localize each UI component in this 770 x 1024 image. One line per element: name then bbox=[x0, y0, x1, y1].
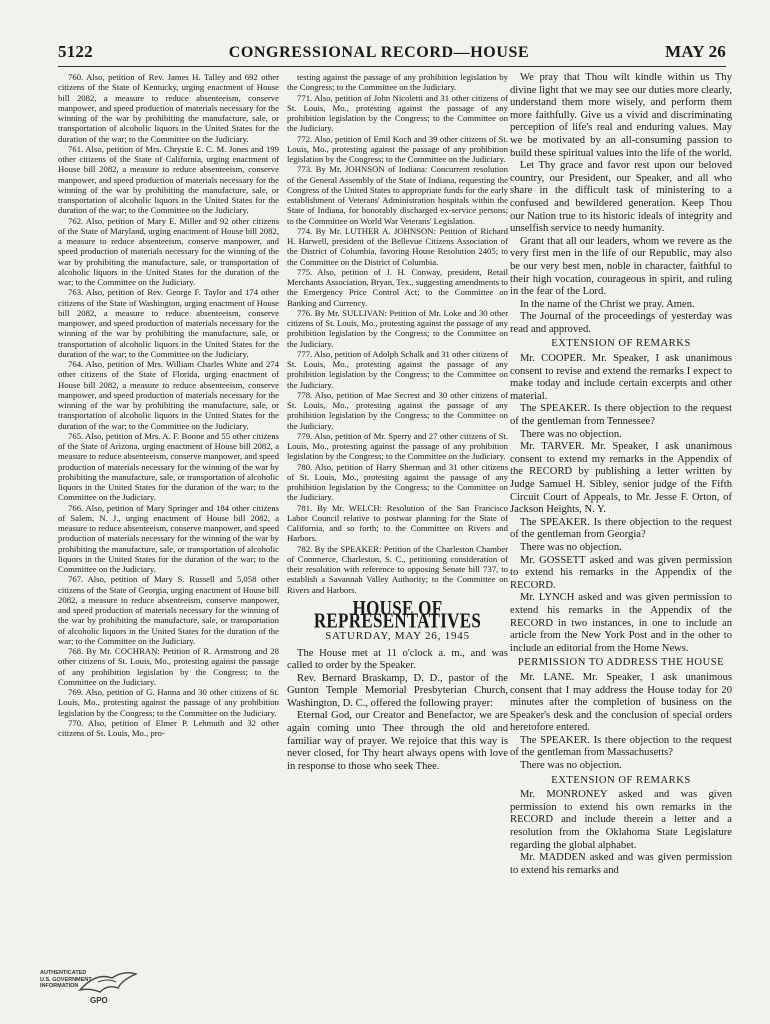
paragraph: 774. By Mr. LUTHER A. JOHNSON: Petition of Richard H. Harwell, president of the Bellevue Citizens Association of the District of Columbia, favoring House Resolution 2405; to the Committee on the District of Columbia. bbox=[287, 225, 508, 267]
paragraph: 782. By the SPEAKER: Petition of the Charleston Chamber of Commerce, Charleston, S. C., petitioning consideration of their resolution with reference to opposing Senate bill 737, to establish a Savannah Valley Authority; to the Committee on Rivers and Harbors. bbox=[287, 543, 508, 595]
logo-caption-line: U.S. GOVERNMENT bbox=[40, 976, 92, 983]
paragraph: Grant that all our leaders, whom we revere as the very first men in the life of our Republic, may also be our very best men, noble in character, faithful to their high vocation, courageous in spirit, and ruling in the fear of the Lord. bbox=[510, 235, 732, 298]
paragraph: 764. Also, petition of Mrs. William Charles White and 274 other citizens of the State of Florida, urging enactment of House bill 2082, a measure to reduce absenteeism, conserve manpower, and speed production of materials necessary for the winning of the war by prohibiting the manufacture, sale, or transportation of alcoholic liquors in the United States for the duration of the war; to the Committee on the Judiciary. bbox=[58, 359, 279, 431]
paragraph: Rev. Bernard Braskamp, D. D., pastor of the Gunton Temple Memorial Presbyterian Church, Washington, D. C., offered the following prayer: bbox=[287, 672, 508, 709]
header-rule bbox=[58, 66, 726, 67]
paragraph: There was no objection. bbox=[520, 760, 622, 772]
page-header bbox=[58, 42, 726, 64]
eagle-icon bbox=[78, 968, 138, 998]
proceedings-text bbox=[510, 72, 732, 877]
paragraph: 779. Also, petition of Mr. Sperry and 27 other citizens of St. Louis, Mo., protesting against the passage of any prohibition legislation by the Congress; to the Committee on the Judiciary. bbox=[287, 430, 508, 462]
paragraph: 781. By Mr. WELCH: Resolution of the San Francisco Labor Council relative to postwar planning for the State of California, and so forth; to the Committee on Rivers and Harbors. bbox=[287, 502, 508, 544]
paragraph: Mr. MADDEN asked and was given permission to extend his remarks and bbox=[510, 852, 732, 876]
paragraph: 777. Also, petition of Adolph Schalk and 31 other citizens of St. Louis, Mo., protesting against the passage of any prohibition legislation by the Congress; to the Committee on the Judiciary. bbox=[287, 348, 508, 390]
paragraph: 763. Also, petition of Rev. George F. Taylor and 174 other citizens of the State of Washington, urging enactment of House bill 2082, a measure to reduce absenteeism, conserve manpower, and speed production of materials necessary for the winning of the war by prohibiting the manufacture, sale, or transportation of alcoholic liquors in the United States for the duration of the war; to the Committee on the Judiciary. bbox=[58, 287, 279, 359]
column-middle bbox=[287, 72, 508, 1007]
paragraph: Mr. LANE. Mr. Speaker, I ask unanimous consent that I may address the House today for 20 minutes after the completion of business on the Speaker's desk and the conclusion of special orders heretofore entered. bbox=[510, 671, 732, 734]
paragraph: 760. Also, petition of Rev. James H. Talley and 692 other citizens of the State of Kentucky, urging enactment of House bill 2082, a measure to reduce absenteeism, conserve manpower, and speed production of materials necessary for the winning of the war by prohibiting the manufacture, sale, or transportation of alcoholic liquors in the United States for the duration of the war; to the Committee on the Judiciary. bbox=[58, 72, 279, 144]
paragraph: 769. Also, petition of G. Hanna and 30 other citizens of St. Louis, Mo., protesting against the passage of any prohibition legislation by the Congress; to the Committee on the Judiciary. bbox=[58, 687, 279, 718]
paragraph: 778. Also, petition of Mae Secrest and 30 other citizens of St. Louis, Mo., protesting against the passage of any prohibition legislation by the Congress; to the Committee on the Judiciary. bbox=[287, 389, 508, 431]
paragraph: 771. Also, petition of John Nicoletti and 31 other citizens of St. Louis, Mo., protesting against the passage of any prohibition legislation by the Congress; to the Committee on the Judiciary. bbox=[287, 92, 508, 134]
paragraph: 775. Also, petition of J. H. Conway, president, Retail Merchants Association, Bryan, Tex., suggesting amendments to the Emergency Price Control Act; to the Committee on Banking and Currency. bbox=[287, 266, 508, 308]
paragraph: The SPEAKER. Is there objection to the request of the gentleman from Georgia? bbox=[510, 516, 732, 541]
paragraph: There was no objection. bbox=[520, 541, 622, 553]
paragraph: Mr. COOPER. Mr. Speaker, I ask unanimous consent to revise and extend the remarks I expect to make today and include certain excerpts and other material. bbox=[510, 353, 732, 402]
opening-proceedings bbox=[287, 648, 508, 774]
column-right bbox=[510, 72, 732, 1007]
paragraph: 776. By Mr. SULLIVAN: Petition of Mr. Loke and 30 other citizens of St. Louis, Mo., protesting against the passage of any prohibition legislation by the Congress; to the Committee on the Judiciary. bbox=[287, 307, 508, 349]
paragraph: Let Thy grace and favor rest upon our beloved country, our President, our Speaker, and all who share in the difficult task of ministering to a confused and bewildered generation. Keep Thou our Nation true to its historic ideals of integrity and unselfish service to needy humanity. bbox=[510, 160, 732, 235]
logo-caption-line: INFORMATION bbox=[40, 983, 79, 989]
session-date: SATURDAY, MAY 26, 1945 bbox=[325, 630, 470, 643]
paragraph: Eternal God, our Creator and Benefactor, we are again coming unto Thee through the old and familiar way of prayer. We rejoice that this way is never closed, for Thy heart always opens with love in response to those who seek Thee. bbox=[287, 710, 508, 772]
paragraph: We pray that Thou wilt kindle within us Thy divine light that we may see our duties more clearly, understand them more wisely, and perform them more faithfully. Give us a vivid and discriminating perception of life's real and enduring values. May we be motivated by an all-consuming passion to build these spiritual values into the life of the world. bbox=[510, 72, 732, 159]
gpo-mark: GPO bbox=[90, 996, 108, 1005]
paragraph: 768. By Mr. COCHRAN: Petition of R. Armstrong and 28 other citizens of St. Louis, Mo., protesting against the passage of any prohibition legislation by the Congress; to the Committee on the Judiciary. bbox=[58, 646, 279, 687]
paragraph: 761. Also, petition of Mrs. Chrystie E. C. M. Jones and 199 other citizens of the State of California, urging enactment of House bill 2082, a measure to reduce absenteeism, conserve manpower, and speed production of materials necessary for the winning of the war by prohibiting the manufacture, sale, or transportation of alcoholic liquors in the United States for the duration of the war; to the Committee on the Judiciary. bbox=[58, 143, 279, 216]
paragraph: 780. Also, petition of Harry Sherman and 31 other citizens of St. Louis, Mo., protesting against the passage of any prohibition legislation by the Congress; to the Committee on the Judiciary. bbox=[287, 461, 508, 503]
column-left bbox=[58, 72, 279, 1007]
paragraph: 770. Also, petition of Elmer P. Lehmuth and 32 other citizens of St. Louis, Mo., pro- bbox=[58, 717, 279, 738]
paragraph: Mr. MONRONEY asked and was given permission to extend his own remarks in the RECORD and include therein a letter and a resolution from the Oklahoma State Legislature regarding the global alphabet. bbox=[510, 789, 732, 851]
paragraph: 773. By Mr. JOHNSON of Indiana: Concurrent resolution of the General Assembly of the State of Indiana, requesting the Congress of the United States to appropriate funds for the early establishment of Veterans' Administration hospitals within the State of Indiana, for honorably discharged ex-service persons; to the Committee on World War Veterans' Legislation. bbox=[287, 164, 508, 226]
section-heading: PERMISSION TO ADDRESS THE HOUSE bbox=[517, 657, 725, 669]
paragraph: Mr. LYNCH asked and was given permission to extend his remarks in the Appendix of the RECORD in two instances, in one to include an article from the New York Post and in the other to include an editorial from the Home News. bbox=[510, 592, 732, 654]
paragraph: There was no objection. bbox=[520, 428, 622, 440]
paragraph: 765. Also, petition of Mrs. A. F. Boone and 55 other citizens of the State of Arizona, urging enactment of House bill 2082, a measure to reduce absenteeism, conserve manpower, and speed production of materials necessary for the winning of the war by prohibiting the manufacture, sale, or transportation of alcoholic liquors in the United States for the duration of the war; to the Committee on the Judiciary. bbox=[58, 430, 279, 503]
paragraph: The SPEAKER. Is there objection to the request of the gentleman from Tennessee? bbox=[510, 403, 732, 428]
paragraph: 767. Also, petition of Mary S. Russell and 5,058 other citizens of the State of Georgia, urging enactment of House bill 2082, a measure to reduce absenteeism, conserve manpower, and speed production of materials necessary for the winning of the war by prohibiting the manufacture, sale, or transportation of alcoholic liquors in the United States for the duration of the war; to the Committee on the Judiciary. bbox=[58, 574, 279, 646]
paragraph: Mr. TARVER. Mr. Speaker, I ask unanimous consent to extend my remarks in the Appendix of the RECORD by publishing a letter written by Judge Samuel H. Sibley, senior judge of the Fifth Circuit Court of Appeals, to Mr. Jesse F. Orton, of Jackson Heights, N. Y. bbox=[510, 441, 732, 516]
logo-caption-line: AUTHENTICATED bbox=[40, 970, 87, 976]
paragraph: In the name of the Christ we pray. Amen. bbox=[520, 298, 695, 310]
paragraph: testing against the passage of any prohibition legislation by the Congress; to the Committee on the Judiciary. bbox=[287, 72, 508, 93]
section-heading: EXTENSION OF REMARKS bbox=[551, 774, 691, 786]
gpo-authentication-logo bbox=[40, 968, 150, 1010]
page-number: 5122 bbox=[58, 42, 93, 61]
section-heading-house: HOUSE OF REPRESENTATIVES bbox=[313, 595, 482, 633]
paragraph: 772. Also, petition of Emil Koch and 39 other citizens of St. Louis, Mo., protesting against the passage of any prohibition legislation by the Congress; to the Committee on the Judiciary. bbox=[287, 133, 508, 164]
paragraph: 762. Also, petition of Mary E. Miller and 92 other citizens of the State of Maryland, urging enactment of House bill 2082, a measure to reduce absenteeism, conserve manpower, and speed production of materials necessary for the winning of the war by prohibiting the manufacture, sale, or transportation of alcoholic liquors in the United States for the duration of the war; to the Committee on the Judiciary. bbox=[58, 215, 279, 287]
paragraph: 766. Also, petition of Mary Springer and 184 other citizens of Salem, N. J., urging enactment of House bill 2082, a measure to reduce absenteeism, conserve manpower, and speed production of materials necessary for the winning of the war by prohibiting the manufacture, sale, or transportation of alcoholic liquors in the United States for the duration of the war; to the Committee on the Judiciary. bbox=[58, 502, 279, 574]
paragraph: The Journal of the proceedings of yesterday was read and approved. bbox=[510, 311, 732, 335]
paragraph: The SPEAKER. Is there objection to the request of the gentleman from Massachusetts? bbox=[510, 734, 732, 759]
header-date: MAY 26 bbox=[665, 42, 726, 61]
paragraph: Mr. GOSSETT asked and was given permission to extend his remarks in the Appendix of the RECORD. bbox=[510, 554, 732, 591]
section-heading: EXTENSION OF REMARKS bbox=[551, 338, 691, 350]
paragraph: The House met at 11 o'clock a. m., and was called to order by the Speaker. bbox=[287, 647, 508, 672]
publication-title: CONGRESSIONAL RECORD—HOUSE bbox=[228, 44, 530, 61]
petitions-continued bbox=[287, 72, 508, 595]
